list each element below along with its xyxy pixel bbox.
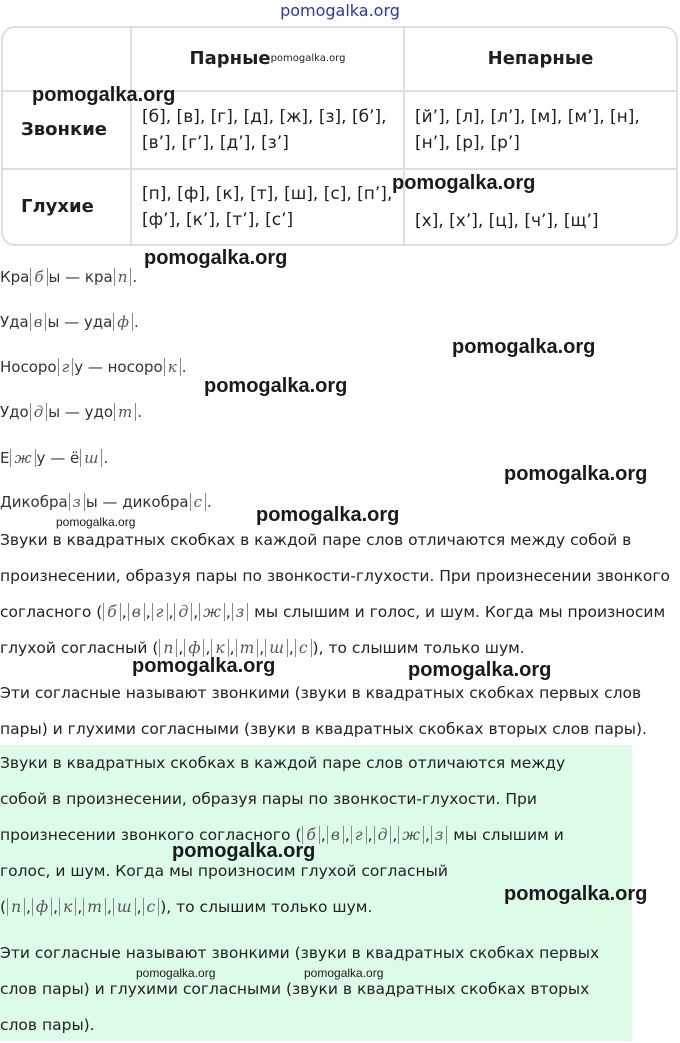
answer-text-2: мы слышим и голос, и шум. Когда мы произносим глухой согласный (: [0, 826, 564, 916]
phoneme: б: [302, 826, 319, 844]
explanation-paragraph: [0, 522, 676, 666]
example-word-end: ы: [48, 268, 61, 286]
phoneme-voiceless: с: [190, 493, 206, 511]
example-dash: —: [60, 403, 85, 421]
example-word-end: ы: [47, 313, 60, 331]
example-word-end: .: [134, 313, 139, 331]
example-line: [0, 358, 186, 376]
phoneme: д: [374, 826, 392, 844]
separator: ,: [168, 603, 174, 621]
phoneme: д: [174, 603, 192, 621]
watermark: pomogalka.org: [504, 883, 648, 905]
phoneme-voiced: ж: [10, 449, 35, 467]
phoneme: г: [152, 603, 168, 621]
watermark: pomogalka.org: [256, 504, 400, 526]
watermark: pomogalka.org: [172, 840, 316, 862]
example-word-end: ы: [85, 493, 98, 511]
example-word-end: .: [103, 449, 109, 467]
phoneme: ф: [32, 898, 52, 916]
phoneme-voiceless: к: [164, 358, 181, 376]
cell-voiced-paired: [б], [в], [г], [д], [ж], [з], [б’], [в’], [г’], [д’], [з’]: [132, 92, 405, 170]
example-word-start: Уда: [0, 313, 29, 331]
phoneme: ф: [184, 639, 204, 657]
separator: ,: [205, 639, 211, 657]
row-voiceless-label: Глухие: [3, 170, 132, 244]
separator: ,: [259, 639, 265, 657]
phoneme: т: [236, 639, 259, 657]
phoneme: с: [295, 639, 312, 657]
cell-voiceless-unpaired: [х], [х’], [ц], [ч’], [щ’]: [415, 211, 599, 231]
phoneme-voiced: в: [30, 313, 47, 331]
separator: ,: [136, 898, 142, 916]
example-dash: —: [97, 493, 123, 511]
watermark: pomogalka.org: [136, 966, 216, 980]
example-word-start: дикобра: [122, 493, 189, 511]
cell-voiced-unpaired: [й’], [л], [л’], [м], [м’], [н], [н’], [р], [р’]: [405, 92, 676, 170]
example-word-start: Дикобра: [0, 493, 68, 511]
example-word-start: удо: [84, 403, 114, 421]
phoneme: ш: [265, 639, 288, 657]
header-watermark: pomogalka.org: [270, 53, 346, 64]
explanation-text-1: Звуки в квадратных скобках в каждой паре слов отличаются между собой в произнесении, образуя пары по звонкости-глухости. При произнесении звонкого согласного (: [0, 531, 670, 621]
separator: ,: [145, 603, 151, 621]
answer-text-3: ), то слышим только шум.: [160, 898, 373, 916]
phoneme-voiceless: ф: [113, 313, 133, 331]
separator: ,: [392, 826, 398, 844]
phoneme: з: [431, 826, 447, 844]
example-word-end: .: [206, 493, 212, 511]
answer-voiceless-sounds: [6, 898, 160, 916]
separator: ,: [367, 826, 373, 844]
separator: ,: [320, 826, 326, 844]
separator: ,: [121, 603, 127, 621]
watermark: pomogalka.org: [56, 515, 136, 529]
example-line: [0, 449, 108, 467]
phoneme: п: [7, 898, 25, 916]
example-word-start: кра: [84, 268, 113, 286]
watermark: pomogalka.org: [392, 172, 536, 194]
example-word-start: Носоро: [0, 358, 57, 376]
example-word-start: Е: [0, 449, 10, 467]
example-word-end: .: [132, 268, 138, 286]
example-word-end: у: [36, 449, 46, 467]
definition-paragraph: Эти согласные называют звонкими (звуки в квадратных скобках первых слов пары) и глухими согласными (звуки в квадратных скобках вторых слов пары).: [0, 684, 647, 738]
separator: ,: [77, 898, 83, 916]
example-dash: —: [59, 313, 84, 331]
separator: ,: [225, 603, 231, 621]
watermark: pomogalka.org: [304, 966, 384, 980]
example-dash: —: [83, 358, 108, 376]
watermark: pomogalka.org: [132, 655, 276, 677]
separator: ,: [193, 603, 199, 621]
phoneme: г: [351, 826, 367, 844]
example-word-start: носоро: [107, 358, 163, 376]
example-word-start: Удо: [0, 403, 29, 421]
header-paired-label: Парные: [189, 48, 271, 69]
example-word-start: уда: [83, 313, 113, 331]
separator: ,: [178, 639, 184, 657]
phoneme: к: [59, 898, 76, 916]
answer-voiced-sounds: [301, 826, 448, 844]
example-line: [0, 268, 137, 286]
phoneme: т: [83, 898, 106, 916]
phoneme: в: [327, 826, 344, 844]
separator: ,: [106, 898, 112, 916]
phoneme: з: [232, 603, 248, 621]
separator: ,: [229, 639, 235, 657]
phoneme: ж: [199, 603, 225, 621]
example-line: [0, 313, 139, 331]
phoneme-voiceless: п: [114, 268, 132, 286]
phoneme-voiced: з: [69, 493, 85, 511]
consonant-table: [1, 26, 678, 246]
phoneme: б: [103, 603, 120, 621]
table-corner-cell: [3, 28, 132, 92]
example-dash: —: [60, 268, 85, 286]
header-unpaired: Непарные: [405, 28, 676, 92]
cell-voiceless-paired: [п], [ф], [к], [т], [ш], [с], [п’], [ф’], [к’], [т’], [с’]: [132, 170, 405, 244]
example-word-start: ё: [69, 449, 80, 467]
phoneme: в: [128, 603, 145, 621]
header-paired: [132, 28, 405, 92]
phoneme-voiceless: ш: [80, 449, 102, 467]
top-watermark: pomogalka.org: [280, 1, 400, 20]
watermark: pomogalka.org: [144, 247, 288, 269]
example-line: [0, 493, 212, 511]
separator: ,: [424, 826, 430, 844]
answer-text-1: Звуки в квадратных скобках в каждой паре слов отличаются между собой в произнесении, образуя пары по звонкости-глухости. При произнесении звонкого согласного (: [0, 754, 566, 844]
example-word-end: .: [181, 358, 187, 376]
phoneme-voiced: г: [58, 358, 74, 376]
example-line: [0, 403, 142, 421]
separator: ,: [53, 898, 59, 916]
phoneme: п: [159, 639, 177, 657]
example-word-end: ы: [48, 403, 61, 421]
example-word-end: .: [137, 403, 143, 421]
explanation-text-3: ), то слышим только шум.: [312, 639, 525, 657]
watermark: pomogalka.org: [408, 659, 552, 681]
phoneme-voiceless: т: [114, 403, 136, 421]
phoneme-voiced: б: [30, 268, 47, 286]
answer-definition: Эти согласные называют звонкими (звуки в квадратных скобках первых слов пары) и глухими согласными (звуки в квадратных скобках вторых слов пары).: [0, 944, 600, 1034]
phoneme: ж: [398, 826, 424, 844]
row-voiced-label: Звонкие: [3, 92, 132, 170]
watermark: pomogalka.org: [452, 336, 596, 358]
watermark: pomogalka.org: [504, 463, 648, 485]
phoneme: ш: [113, 898, 136, 916]
example-dash: —: [45, 449, 70, 467]
watermark: pomogalka.org: [32, 84, 176, 106]
voiced-sounds: [102, 603, 249, 621]
example-word-start: Кра: [0, 268, 30, 286]
watermark: pomogalka.org: [204, 375, 348, 397]
separator: ,: [288, 639, 294, 657]
example-word-end: у: [74, 358, 84, 376]
explanation-text-2: мы слышим и голос, и шум. Когда мы произносим глухой согласный (: [0, 603, 666, 657]
phoneme-voiced: д: [30, 403, 48, 421]
separator: ,: [344, 826, 350, 844]
phoneme: к: [211, 639, 228, 657]
phoneme: с: [143, 898, 160, 916]
separator: ,: [26, 898, 31, 916]
